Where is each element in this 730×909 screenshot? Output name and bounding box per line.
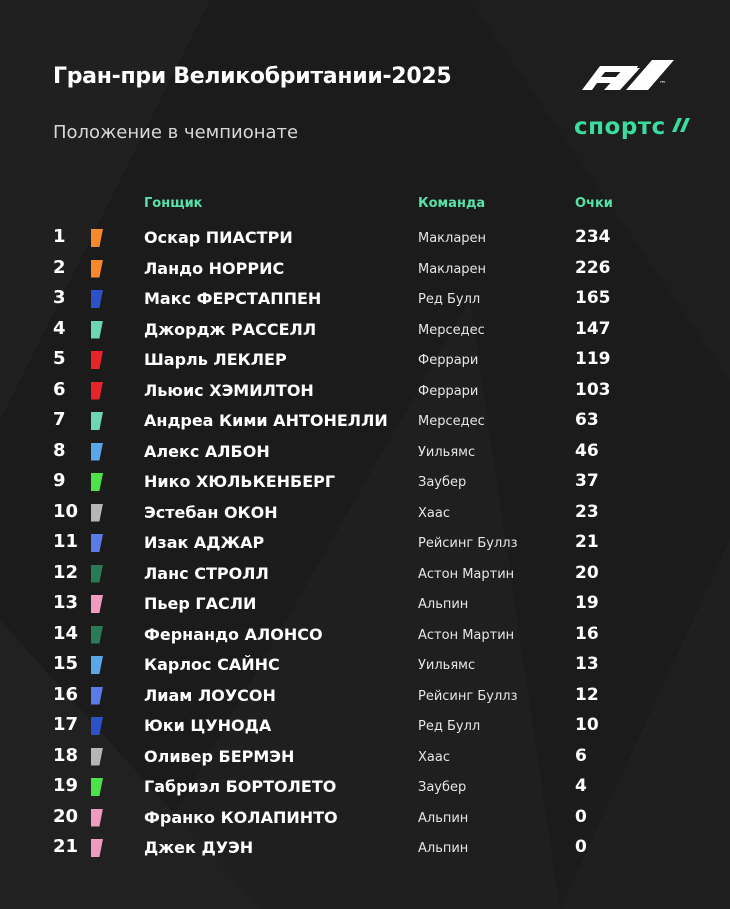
position-number: 10 bbox=[53, 500, 79, 522]
points-value: 13 bbox=[575, 654, 599, 674]
team-color-swatch bbox=[91, 656, 103, 674]
team-color-swatch bbox=[91, 687, 103, 705]
brand-slash-icon bbox=[670, 118, 690, 132]
standings-row bbox=[0, 559, 730, 590]
driver-name: Льюис ХЭМИЛТОН bbox=[144, 380, 314, 400]
standings-table bbox=[0, 223, 730, 864]
team-name: Макларен bbox=[418, 261, 487, 277]
points-value: 37 bbox=[575, 471, 599, 491]
team-name: Астон Мартин bbox=[418, 566, 515, 582]
team-color-swatch bbox=[91, 351, 103, 369]
position-number: 5 bbox=[53, 348, 66, 369]
points-value: 23 bbox=[575, 501, 599, 522]
position-number: 18 bbox=[53, 744, 79, 766]
standings-row bbox=[0, 589, 730, 620]
team-color-swatch bbox=[91, 382, 103, 400]
points-value: 6 bbox=[575, 745, 587, 766]
position-number: 8 bbox=[53, 439, 66, 461]
team-color-swatch bbox=[91, 778, 103, 796]
team-name: Альпин bbox=[418, 810, 469, 826]
driver-name: Оскар ПИАСТРИ bbox=[144, 228, 293, 247]
driver-name: Шарль ЛЕКЛЕР bbox=[144, 350, 287, 369]
team-color-swatch bbox=[91, 534, 103, 552]
trademark-mark: ™ bbox=[659, 80, 666, 88]
points-value: 16 bbox=[575, 623, 599, 644]
team-name: Мерседес bbox=[418, 322, 485, 338]
position-number: 14 bbox=[53, 622, 79, 644]
position-number: 21 bbox=[53, 836, 79, 857]
points-value: 226 bbox=[575, 257, 611, 278]
position-number: 9 bbox=[53, 470, 66, 491]
team-name: Макларен bbox=[418, 231, 487, 246]
points-value: 103 bbox=[575, 379, 611, 400]
points-value: 147 bbox=[575, 318, 611, 339]
points-value: 21 bbox=[575, 532, 599, 552]
points-value: 20 bbox=[575, 562, 599, 583]
team-name: Заубер bbox=[418, 780, 467, 795]
team-name: Рейсинг Буллз bbox=[418, 688, 518, 704]
points-value: 46 bbox=[575, 440, 599, 461]
position-number: 12 bbox=[53, 561, 79, 583]
team-color-swatch bbox=[91, 626, 103, 644]
driver-name: Изак АДЖАР bbox=[144, 533, 265, 552]
team-name: Ред Булл bbox=[418, 719, 481, 734]
team-color-swatch bbox=[91, 504, 103, 522]
table-header bbox=[0, 196, 730, 214]
standings-row bbox=[0, 223, 730, 254]
driver-name: Эстебан ОКОН bbox=[144, 502, 278, 522]
team-name: Феррари bbox=[418, 353, 479, 368]
standings-row bbox=[0, 467, 730, 498]
team-name: Альпин bbox=[418, 841, 469, 856]
team-name: Астон Мартин bbox=[418, 627, 515, 643]
standings-row bbox=[0, 406, 730, 437]
team-name: Хаас bbox=[418, 749, 450, 765]
position-number: 15 bbox=[53, 653, 79, 674]
team-name: Феррари bbox=[418, 383, 479, 399]
team-color-swatch bbox=[91, 809, 103, 827]
driver-name: Джордж РАССЕЛЛ bbox=[144, 319, 317, 339]
standings-row bbox=[0, 772, 730, 803]
driver-name: Макс ФЕРСТАППЕН bbox=[144, 289, 322, 308]
standings-row bbox=[0, 254, 730, 285]
position-number: 17 bbox=[53, 714, 79, 735]
header-driver: Гонщик bbox=[144, 196, 203, 211]
team-name: Уильямс bbox=[418, 444, 476, 460]
team-name: Уильямс bbox=[418, 658, 476, 673]
team-color-swatch bbox=[91, 473, 103, 491]
page-subtitle: Положение в чемпионате bbox=[53, 122, 299, 143]
points-value: 165 bbox=[575, 288, 611, 308]
team-color-swatch bbox=[91, 839, 103, 857]
position-number: 4 bbox=[53, 317, 66, 339]
team-name: Рейсинг Буллз bbox=[418, 536, 518, 551]
driver-name: Нико ХЮЛЬКЕНБЕРГ bbox=[144, 472, 336, 491]
standings-row bbox=[0, 803, 730, 834]
position-number: 2 bbox=[53, 256, 66, 278]
driver-name: Оливер БЕРМЭН bbox=[144, 746, 295, 766]
brand-logo: спортс bbox=[574, 114, 666, 140]
team-color-swatch bbox=[91, 717, 103, 735]
driver-name: Франко КОЛАПИНТО bbox=[144, 807, 338, 827]
header-points: Очки bbox=[575, 196, 613, 211]
driver-name: Фернандо АЛОНСО bbox=[144, 624, 323, 644]
team-color-swatch bbox=[91, 290, 103, 308]
standings-row bbox=[0, 833, 730, 864]
team-color-swatch bbox=[91, 260, 103, 278]
team-name: Хаас bbox=[418, 505, 450, 521]
team-color-swatch bbox=[91, 565, 103, 583]
driver-name: Габриэл БОРТОЛЕТО bbox=[144, 777, 337, 796]
driver-name: Лиам ЛОУСОН bbox=[144, 685, 276, 705]
driver-name: Джек ДУЭН bbox=[144, 838, 254, 857]
position-number: 1 bbox=[53, 226, 66, 247]
points-value: 4 bbox=[575, 776, 587, 796]
points-value: 10 bbox=[575, 715, 599, 735]
standings-row bbox=[0, 528, 730, 559]
standings-row bbox=[0, 345, 730, 376]
position-number: 6 bbox=[53, 378, 66, 400]
driver-name: Юки ЦУНОДА bbox=[144, 716, 272, 735]
standings-row bbox=[0, 620, 730, 651]
header-team: Команда bbox=[418, 196, 486, 211]
points-value: 119 bbox=[575, 349, 611, 369]
team-name: Заубер bbox=[418, 475, 467, 490]
position-number: 7 bbox=[53, 409, 66, 430]
points-value: 19 bbox=[575, 593, 599, 613]
standings-row bbox=[0, 315, 730, 346]
standings-row bbox=[0, 284, 730, 315]
position-number: 11 bbox=[53, 531, 79, 552]
team-name: Мерседес bbox=[418, 414, 485, 429]
driver-name: Ланс СТРОЛЛ bbox=[144, 563, 269, 583]
team-color-swatch bbox=[91, 443, 103, 461]
team-color-swatch bbox=[91, 229, 103, 247]
team-name: Альпин bbox=[418, 597, 469, 612]
position-number: 13 bbox=[53, 592, 79, 613]
driver-name: Ландо НОРРИС bbox=[144, 258, 285, 278]
points-value: 0 bbox=[575, 806, 587, 827]
position-number: 19 bbox=[53, 775, 79, 796]
points-value: 234 bbox=[575, 227, 611, 247]
position-number: 20 bbox=[53, 805, 79, 827]
standings-row bbox=[0, 650, 730, 681]
page-title: Гран-при Великобритании-2025 bbox=[53, 64, 452, 89]
standings-row bbox=[0, 711, 730, 742]
standings-row bbox=[0, 742, 730, 773]
team-name: Ред Булл bbox=[418, 292, 481, 307]
team-color-swatch bbox=[91, 412, 103, 430]
driver-name: Карлос САЙНС bbox=[144, 655, 280, 674]
position-number: 16 bbox=[53, 683, 79, 705]
standings-row bbox=[0, 437, 730, 468]
standings-row bbox=[0, 498, 730, 529]
driver-name: Пьер ГАСЛИ bbox=[144, 594, 257, 613]
driver-name: Алекс АЛБОН bbox=[144, 441, 270, 461]
standings-row bbox=[0, 376, 730, 407]
points-value: 63 bbox=[575, 410, 599, 430]
team-color-swatch bbox=[91, 595, 103, 613]
standings-row bbox=[0, 681, 730, 712]
team-color-swatch bbox=[91, 748, 103, 766]
team-color-swatch bbox=[91, 321, 103, 339]
points-value: 12 bbox=[575, 684, 599, 705]
position-number: 3 bbox=[53, 287, 66, 308]
points-value: 0 bbox=[575, 837, 587, 857]
driver-name: Андреа Кими АНТОНЕЛЛИ bbox=[144, 411, 388, 430]
